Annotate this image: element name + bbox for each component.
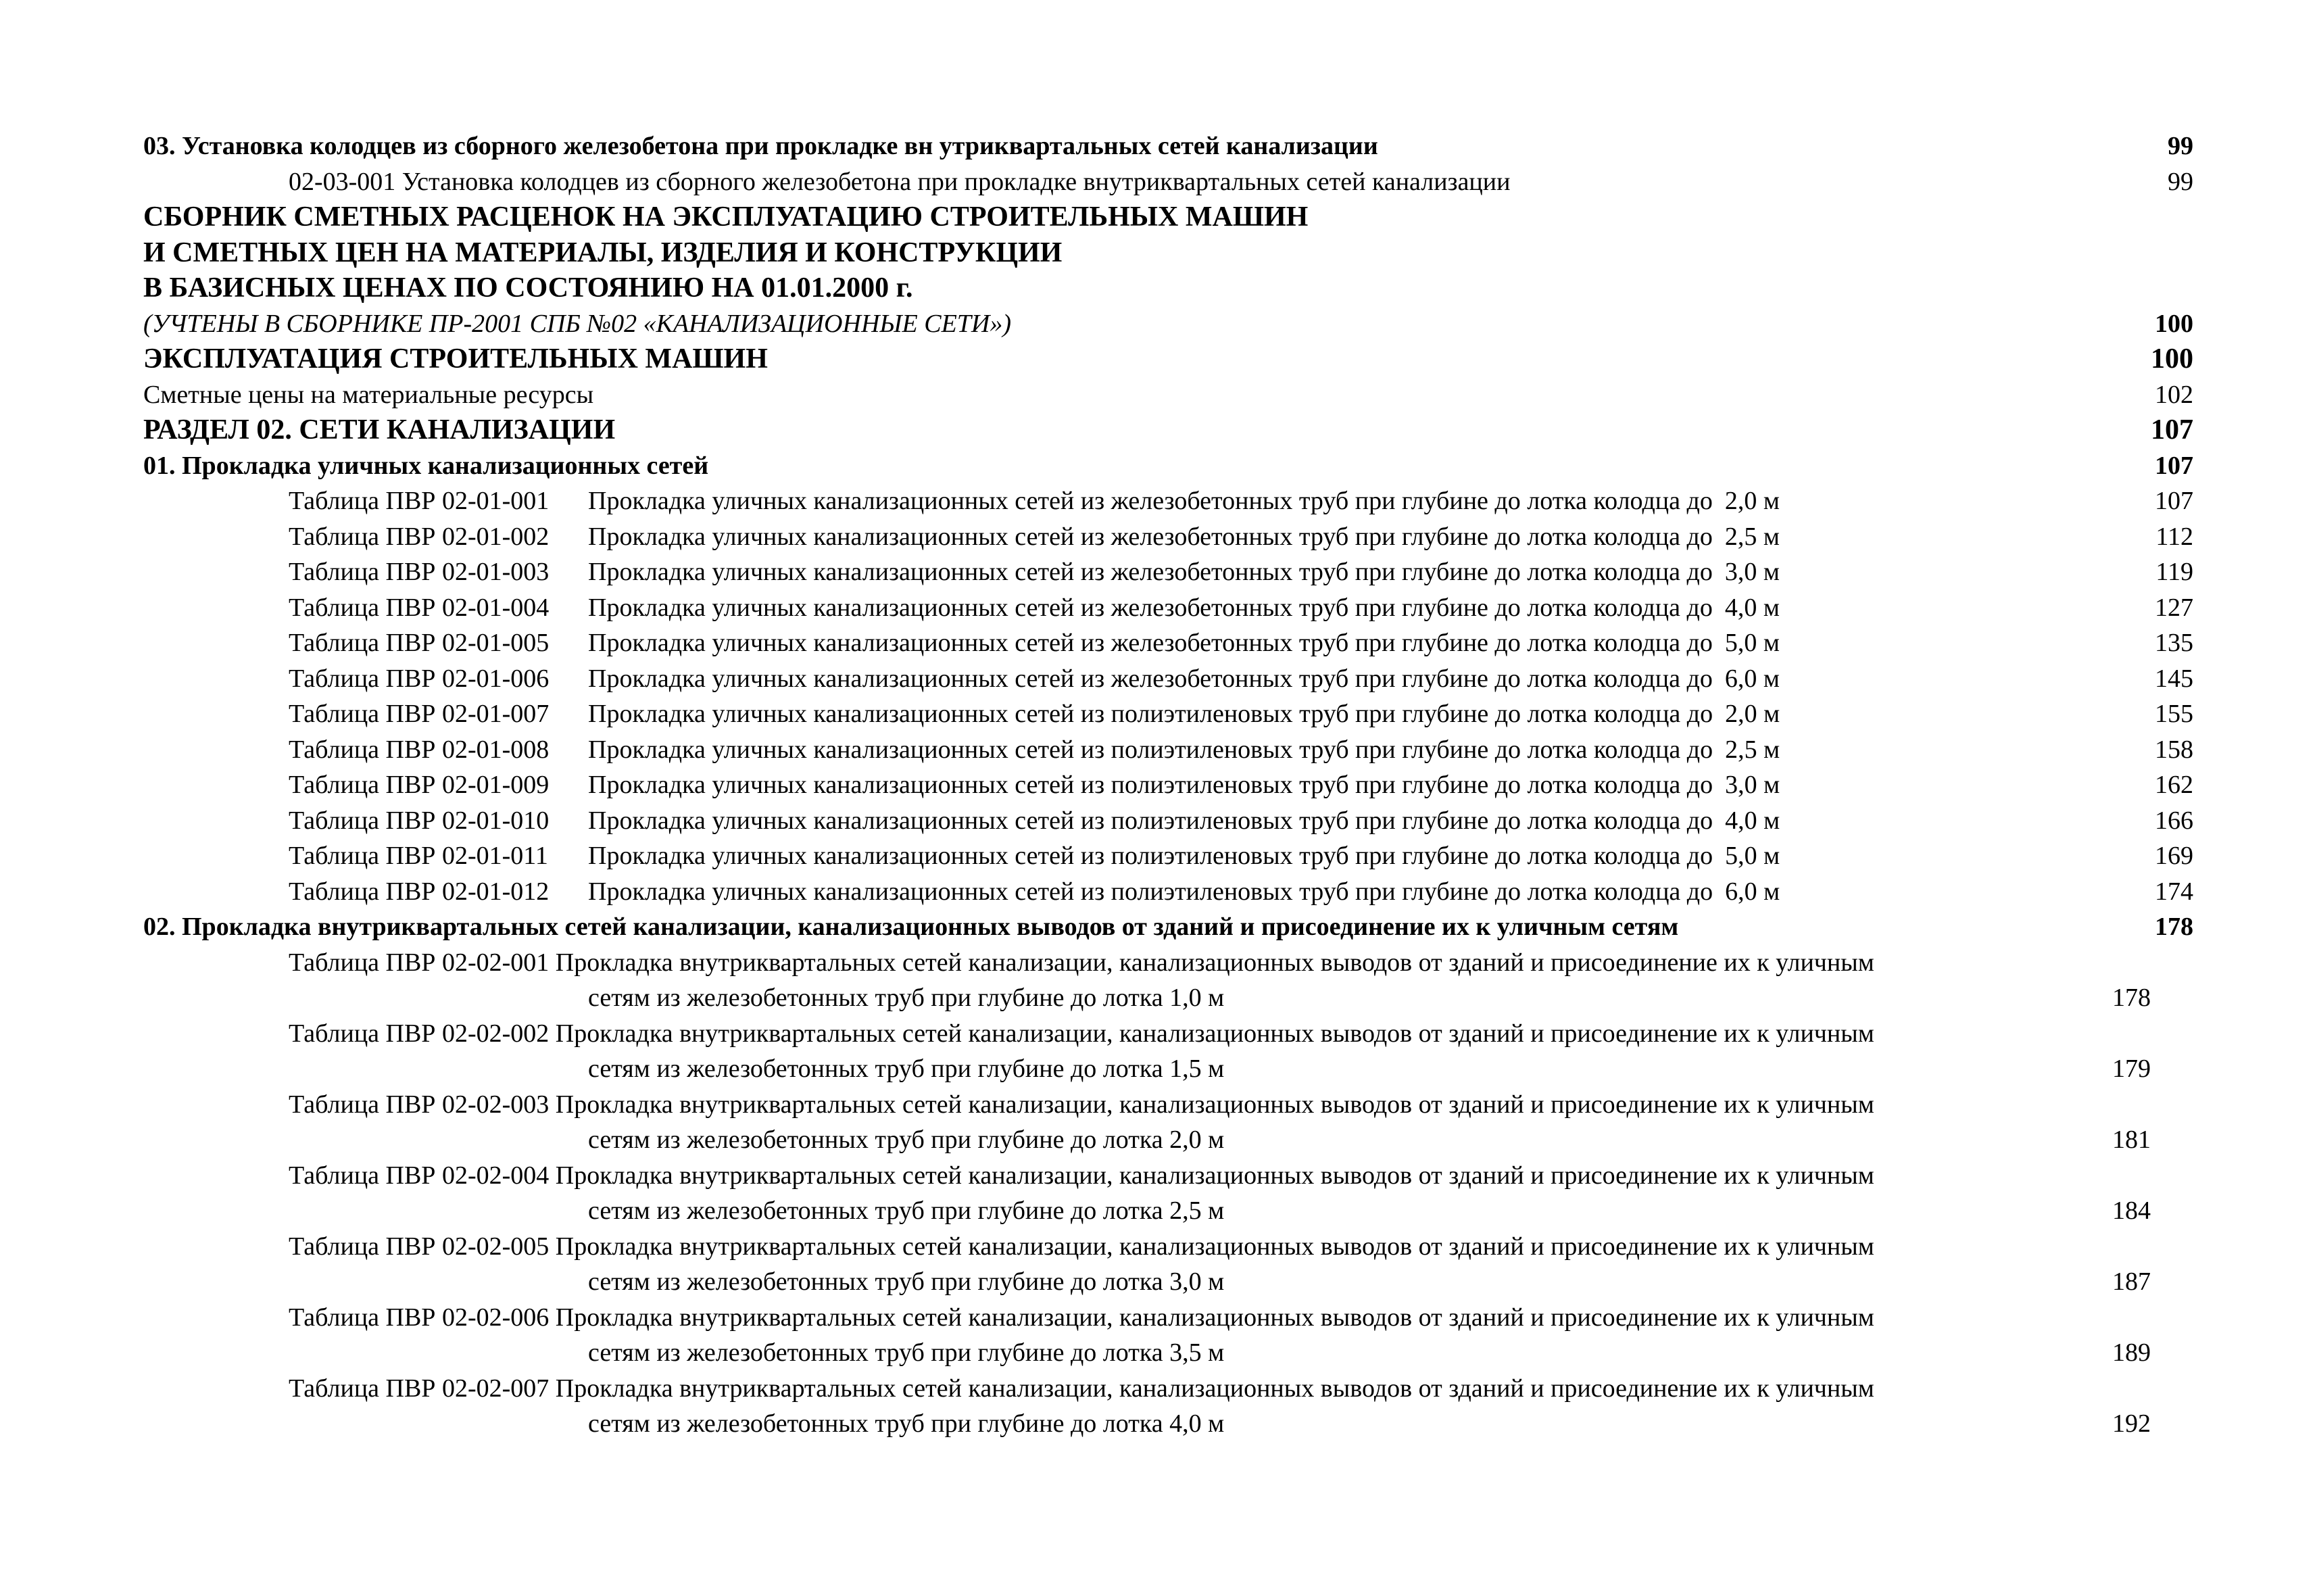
table-depth: 3,0 м [1725, 771, 1780, 799]
toc-entry-page: 169 [2155, 842, 2193, 870]
toc-entry-page: 155 [2155, 700, 2193, 728]
toc-entry-title [143, 625, 2112, 661]
toc-entry-page: 107 [2151, 414, 2193, 445]
table-title-line-2: сетям из железобетонных труб при глубине до лотка 1,5 м [588, 1055, 1225, 1083]
toc-entry-title [143, 519, 2112, 555]
toc-entry-page: 184 [2112, 1196, 2151, 1225]
toc-entry-page: 99 [2168, 167, 2193, 196]
toc-entry-title [143, 874, 2112, 910]
toc-entry-title [143, 1229, 2112, 1300]
toc-entry-table[interactable] [143, 661, 2193, 697]
table-title-line-2: сетям из железобетонных труб при глубине до лотка 2,0 м [588, 1126, 1225, 1154]
table-code: Таблица ПВР 02-01-007 [289, 700, 550, 728]
toc-entry-page: 174 [2155, 877, 2193, 906]
toc-entry-title: 01. Прокладка уличных канализационных сетей [143, 451, 709, 480]
table-title-line-1 [143, 1158, 2112, 1194]
collection-heading-line-3 [143, 270, 2193, 306]
table-title-line-2: сетям из железобетонных труб при глубине до лотка 1,0 м [588, 984, 1225, 1012]
table-description: Прокладка уличных канализационных сетей из полиэтиленовых труб при глубине до лотка колодца до [588, 877, 1713, 906]
toc-entry-section-03[interactable] [143, 128, 2193, 164]
table-description: Прокладка уличных канализационных сетей из железобетонных труб при глубине до лотка колодца до [588, 593, 1713, 622]
table-code: Таблица ПВР 02-01-002 [289, 522, 550, 551]
toc-entry-page: 107 [2155, 487, 2193, 515]
toc-entry-table[interactable] [143, 554, 2193, 590]
toc-entry-title [143, 1158, 2112, 1229]
table-description: Прокладка уличных канализационных сетей из полиэтиленовых труб при глубине до лотка колодца до [588, 771, 1713, 799]
toc-entry-page: 135 [2155, 629, 2193, 657]
table-code: Таблица ПВР 02-01-004 [289, 593, 550, 622]
table-depth: 2,0 м [1725, 700, 1780, 728]
toc-entry-table[interactable] [143, 1371, 2193, 1442]
table-title-line-1 [143, 1229, 2112, 1265]
table-depth: 3,0 м [1724, 558, 1780, 586]
toc-entry-title [143, 945, 2112, 1016]
table-code: Таблица ПВР 02-02-005 [289, 1232, 550, 1261]
table-code: Таблица ПВР 02-02-006 [289, 1303, 550, 1332]
toc-entry-title [143, 767, 2112, 803]
table-description: Прокладка уличных канализационных сетей из полиэтиленовых труб при глубине до лотка колодца до [588, 735, 1713, 764]
toc-entry-page: 192 [2112, 1409, 2151, 1438]
toc-entry-title [143, 483, 2112, 519]
toc-entry-page: 102 [2155, 380, 2193, 409]
table-code: Таблица ПВР 02-01-003 [289, 558, 550, 586]
table-depth: 5,0 м [1725, 842, 1780, 870]
toc-entry-machines[interactable] [143, 341, 2193, 377]
toc-entry-page: 158 [2155, 735, 2193, 764]
toc-entry-page: 127 [2155, 593, 2193, 622]
table-description: Прокладка уличных канализационных сетей из железобетонных труб при глубине до лотка колодца до [588, 487, 1713, 515]
toc-entry-title: (УЧТЕНЫ В СБОРНИКЕ ПР-2001 СПБ №02 «КАНАЛИЗАЦИОННЫЕ СЕТИ») [143, 309, 1012, 338]
toc-entry-page: 179 [2112, 1055, 2151, 1083]
toc-entry-title: РАЗДЕЛ 02. СЕТИ КАНАЛИЗАЦИИ [143, 414, 616, 445]
toc-entry-title: 02-03-001 Установка колодцев из сборного железобетона при прокладке внутриквартальных сетей канализации [289, 167, 1511, 196]
toc-entry-page: 100 [2155, 309, 2193, 338]
table-title-line-1 [143, 1371, 2112, 1407]
toc-entry-title [143, 1087, 2112, 1158]
collection-heading-line-2 [143, 235, 2193, 271]
table-depth: 6,0 м [1724, 664, 1780, 693]
toc-entry-title [143, 803, 2112, 839]
toc-entry-title [143, 838, 2112, 874]
toc-entry-table[interactable] [143, 519, 2193, 555]
toc-entry-page: 187 [2112, 1267, 2151, 1296]
table-title-line-2: сетям из железобетонных труб при глубине до лотка 3,5 м [588, 1338, 1225, 1367]
toc-entry-table[interactable] [143, 838, 2193, 874]
toc-entry-page: 178 [2112, 984, 2151, 1012]
toc-entry-table[interactable] [143, 1229, 2193, 1300]
toc-entry-page: 119 [2155, 558, 2193, 586]
heading-text: И СМЕТНЫХ ЦЕН НА МАТЕРИАЛЫ, ИЗДЕЛИЯ И КОНСТРУКЦИИ [143, 237, 1063, 268]
toc-entry-table[interactable] [143, 483, 2193, 519]
toc-entry-title: Сметные цены на материальные ресурсы [143, 380, 594, 409]
toc-entry-title: ЭКСПЛУАТАЦИЯ СТРОИТЕЛЬНЫХ МАШИН [143, 343, 768, 374]
toc-entry-note[interactable] [143, 306, 2193, 342]
table-description: Прокладка внутриквартальных сетей канализации, канализационных выводов от зданий и присоединение их к уличным [555, 1232, 1874, 1261]
toc-entry-title [143, 590, 2112, 626]
table-depth: 2,0 м [1724, 487, 1780, 515]
table-description: Прокладка внутриквартальных сетей канализации, канализационных выводов от зданий и присоединение их к уличным [555, 1374, 1874, 1403]
toc-entry-table[interactable] [143, 1158, 2193, 1229]
toc-entry-page: 100 [2151, 343, 2193, 374]
table-code: Таблица ПВР 02-02-007 [289, 1374, 550, 1403]
table-description: Прокладка внутриквартальных сетей канализации, канализационных выводов от зданий и присоединение их к уличным [555, 948, 1874, 977]
table-code: Таблица ПВР 02-01-009 [289, 771, 550, 799]
table-description: Прокладка внутриквартальных сетей канализации, канализационных выводов от зданий и присоединение их к уличным [555, 1303, 1874, 1332]
toc-entry-page: 145 [2155, 664, 2193, 693]
toc-entry-page: 181 [2112, 1126, 2151, 1154]
toc-entry-table[interactable] [143, 1016, 2193, 1087]
table-title-line-2: сетям из железобетонных труб при глубине до лотка 4,0 м [588, 1409, 1225, 1438]
yard-tables-list [143, 945, 2193, 1442]
table-description: Прокладка уличных канализационных сетей из железобетонных труб при глубине до лотка колодца до [588, 629, 1713, 657]
table-description: Прокладка уличных канализационных сетей из полиэтиленовых труб при глубине до лотка колодца до [588, 700, 1713, 728]
table-description: Прокладка внутриквартальных сетей канализации, канализационных выводов от зданий и присоединение их к уличным [555, 1161, 1874, 1190]
toc-entry-subsection-01[interactable] [143, 448, 2193, 484]
toc-entry-subsection-02[interactable] [143, 909, 2193, 945]
toc-entry-table[interactable] [143, 803, 2193, 839]
toc-entry-title [143, 554, 2112, 590]
table-code: Таблица ПВР 02-02-002 [289, 1019, 550, 1048]
toc-entry-title: 03. Установка колодцев из сборного железобетона при прокладке вн утриквартальных сетей канализации [143, 132, 1378, 160]
table-title-line-1 [143, 1087, 2112, 1123]
toc-entry-title [143, 661, 2112, 697]
table-depth: 6,0 м [1725, 877, 1780, 906]
table-description: Прокладка внутриквартальных сетей канализации, канализационных выводов от зданий и присоединение их к уличным [555, 1090, 1874, 1119]
table-of-contents [143, 128, 2193, 1442]
toc-entry-section-02[interactable] [143, 412, 2193, 448]
toc-entry-title [143, 1016, 2112, 1087]
table-title-line-2: сетям из железобетонных труб при глубине до лотка 2,5 м [588, 1196, 1225, 1225]
toc-entry-table[interactable] [143, 625, 2193, 661]
table-description: Прокладка уличных канализационных сетей из железобетонных труб при глубине до лотка колодца до [588, 522, 1713, 551]
table-description: Прокладка уличных канализационных сетей из железобетонных труб при глубине до лотка колодца до [588, 558, 1713, 586]
table-title-line-2: сетям из железобетонных труб при глубине до лотка 3,0 м [588, 1267, 1225, 1296]
toc-entry-table[interactable] [143, 1300, 2193, 1371]
toc-entry-title [143, 1300, 2112, 1371]
heading-text: В БАЗИСНЫХ ЦЕНАХ ПО СОСТОЯНИЮ НА 01.01.2000 г. [143, 272, 913, 304]
table-code: Таблица ПВР 02-02-004 [289, 1161, 550, 1190]
street-tables-list [143, 483, 2193, 909]
toc-entry-page: 107 [2155, 451, 2193, 480]
toc-entry-page: 99 [2168, 132, 2193, 160]
table-description: Прокладка уличных канализационных сетей из полиэтиленовых труб при глубине до лотка колодца до [588, 806, 1713, 835]
toc-entry-table[interactable] [143, 1087, 2193, 1158]
toc-entry-table[interactable] [143, 874, 2193, 910]
table-code: Таблица ПВР 02-01-005 [289, 629, 550, 657]
table-code: Таблица ПВР 02-01-010 [289, 806, 550, 835]
table-code: Таблица ПВР 02-01-001 [289, 487, 550, 515]
toc-entry-page: 189 [2112, 1338, 2151, 1367]
collection-heading-line-1 [143, 199, 2193, 235]
toc-entry-table[interactable] [143, 767, 2193, 803]
toc-entry-title [143, 1371, 2112, 1442]
toc-entry-table[interactable] [143, 945, 2193, 1016]
toc-entry-page: 166 [2155, 806, 2193, 835]
toc-entry-page: 112 [2155, 522, 2193, 551]
toc-entry-title [143, 696, 2112, 732]
table-depth: 5,0 м [1724, 629, 1780, 657]
table-title-line-1 [143, 945, 2112, 981]
toc-entry-materials[interactable] [143, 377, 2193, 413]
toc-entry-title: 02. Прокладка внутриквартальных сетей канализации, канализационных выводов от зданий и присоединение их к уличным сетям [143, 913, 1679, 941]
table-code: Таблица ПВР 02-02-001 [289, 948, 550, 977]
table-title-line-1 [143, 1016, 2112, 1052]
table-depth: 4,0 м [1724, 593, 1780, 622]
table-code: Таблица ПВР 02-01-012 [289, 877, 550, 906]
toc-entry-table[interactable] [143, 732, 2193, 768]
toc-entry-table-02-03-001[interactable] [143, 164, 2193, 200]
toc-entry-page: 162 [2155, 771, 2193, 799]
toc-entry-table[interactable] [143, 590, 2193, 626]
table-code: Таблица ПВР 02-02-003 [289, 1090, 550, 1119]
table-description: Прокладка внутриквартальных сетей канализации, канализационных выводов от зданий и присоединение их к уличным [555, 1019, 1874, 1048]
toc-entry-page: 178 [2155, 913, 2193, 941]
table-code: Таблица ПВР 02-01-008 [289, 735, 550, 764]
table-code: Таблица ПВР 02-01-011 [289, 842, 548, 870]
table-description: Прокладка уличных канализационных сетей из железобетонных труб при глубине до лотка колодца до [588, 664, 1713, 693]
table-description: Прокладка уличных канализационных сетей из полиэтиленовых труб при глубине до лотка колодца до [588, 842, 1713, 870]
toc-entry-table[interactable] [143, 696, 2193, 732]
toc-entry-title [143, 732, 2112, 768]
heading-text: СБОРНИК СМЕТНЫХ РАСЦЕНОК НА ЭКСПЛУАТАЦИЮ СТРОИТЕЛЬНЫХ МАШИН [143, 201, 1309, 233]
table-depth: 4,0 м [1725, 806, 1780, 835]
table-code: Таблица ПВР 02-01-006 [289, 664, 550, 693]
table-depth: 2,5 м [1724, 522, 1780, 551]
table-depth: 2,5 м [1725, 735, 1780, 764]
table-title-line-1 [143, 1300, 2112, 1336]
